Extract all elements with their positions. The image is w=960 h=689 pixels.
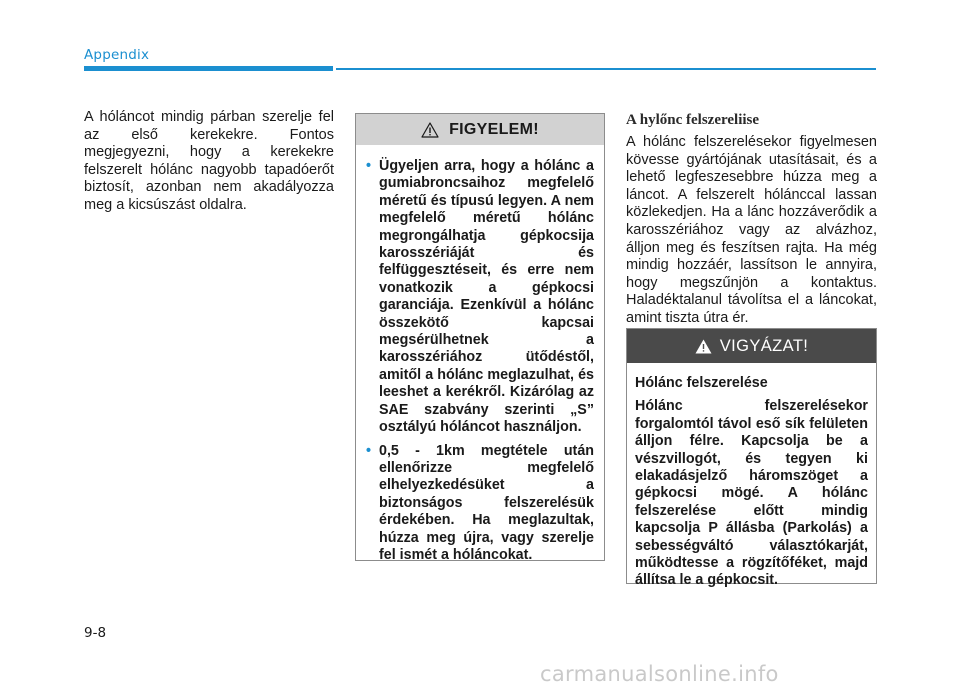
section-heading: A hylőnc felszereliise — [626, 112, 760, 128]
warning-item: • Ügyeljen arra, hogy a hólánc a gumiabroncsaihoz megfelelő méretű és típusú legyen. A nem megfelelő méretű hólánc megrongálhatja gépkocsija karosszériáját és felfüggesztéseit, és erre nem vonatkozik a gépkocsi garanciája. Ezenkívül a hólánc összekötő kapcsai megsérülhetnek a karosszériához ütődéstől, amitől a hólánc meglazulhat, és leeshet a kerékről. Kizárólag az SAE szabvány szerinti „S” osztályú hóláncot használjon. — [366, 158, 594, 436]
installation-paragraph: A hólánc felszerelésekor figyelmesen kövesse gyártójának utasításait, és a lehető legfeszesebbre húzza meg a láncot. A felszerelt hólánccal lassan közlekedjen. Ha a lánc hozzáverődik a karosszériához vagy az alvázhoz, álljon meg és feszítsen rajta. Ha még mindig hozzáér, lassítson le annyira, hogy megszűnjön a kontaktus. Haladéktalanul távolítsa el a láncokat, amint tiszta útra ér. — [626, 134, 877, 326]
caution-title: VIGYÁZAT! — [719, 336, 809, 355]
caution-text: Hólánc felszerelésekor forgalomtól távol eső sík felületen álljon félre. Kapcsolja be a vészvillogót, és tegyen ki elakadásjelző háromszöget a gépkocsi mögé. A hólánc felszerelése előtt mindig kapcsolja P állásba (Parkolás) a sebességváltó választókarját, működtesse a rögzítőféket, majd állítsa le a gépkocsit. — [635, 398, 868, 589]
warning-title: FIGYELEM! — [449, 120, 539, 138]
caution-body — [627, 363, 876, 590]
header-rule-thick — [84, 66, 333, 71]
warning-box — [355, 113, 605, 561]
bullet-icon: • — [366, 158, 372, 174]
caution-header — [627, 329, 876, 363]
section-label: Appendix — [84, 47, 150, 63]
header-rule-thin — [336, 68, 876, 70]
warning-item: • 0,5 - 1km megtétele után ellenőrizze megfelelő elhelyezkedésüket a biztonságos felszerelésük érdekében. Ha meglazultak, húzza meg újra, vagy szerelje fel ismét a hóláncokat. — [366, 442, 594, 563]
caution-box — [626, 328, 877, 589]
warning-triangle-outline-icon — [421, 122, 439, 138]
watermark: carmanualsonline.info — [540, 662, 779, 686]
page-number: 9-8 — [84, 625, 107, 641]
caution-subtitle: Hólánc felszerelése — [635, 375, 768, 391]
warning-list — [356, 145, 604, 564]
bullet-icon: • — [366, 442, 372, 459]
warning-triangle-filled-icon — [695, 339, 712, 354]
intro-paragraph: A hóláncot mindig párban szerelje fel az első kerekekre. Fontos megjegyezni, hogy a kerekekre felszerelt hólánc nagyobb tapadóerőt biztosít, azonban nem akadályozza meg a kicsúszást oldalra. — [84, 109, 334, 213]
warning-header — [356, 114, 604, 145]
